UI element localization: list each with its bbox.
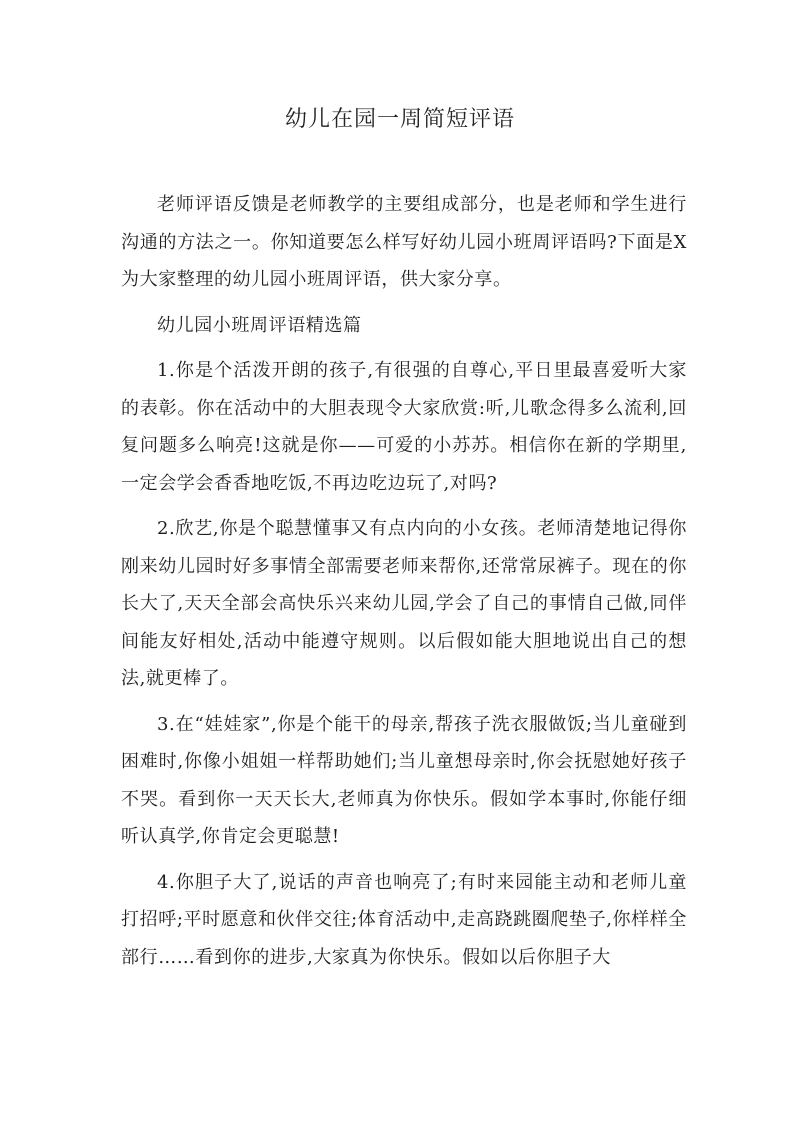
document-title: 幼儿在园一周简短评语 [284,107,515,132]
section-heading: 幼儿园小班周评语精选篇 [157,314,362,336]
comment-paragraph-3: 3.在“娃娃家”,你是个能干的母亲,帮孩子洗衣服做饭;当儿童碰到困难时,你像小姐姐一样帮助她们;当儿童想母亲时,你会抚慰她好孩子不哭。看到你一天天长大,老师真为你快乐。假如学本事时,你能仔细听认真学,你肯定会更聪慧! [121,713,687,847]
comment-paragraph-2: 2.欣艺,你是个聪慧懂事又有点内向的小女孩。老师清楚地记得你刚来幼儿园时好多事情全部需要老师来帮你,还常常尿裤子。现在的你长大了,天天全部会高快乐兴来幼儿园,学会了自己的事情自己做,同伴间能友好相处,活动中能遵守规则。以后假如能大胆地说出自己的想法,就更棒了。 [121,518,687,689]
comment-paragraph-4: 4.你胆子大了,说话的声音也响亮了;有时来园能主动和老师儿童打招呼;平时愿意和伙伴交往;体育活动中,走高跷跳圈爬垫子,你样样全部行……看到你的进步,大家真为你快乐。假如以后你胆子大 [121,871,687,968]
intro-paragraph: 老师评语反馈是老师教学的主要组成部分，也是老师和学生进行沟通的方法之一。你知道要怎么样写好幼儿园小班周评语吗?下面是X为大家整理的幼儿园小班周评语，供大家分享。 [121,194,687,290]
document-body [121,186,687,984]
comment-paragraph-1: 1.你是个活泼开朗的孩子,有很强的自尊心,平日里最喜爱听大家的表彰。你在活动中的大胆表现令大家欣赏:听,儿歌念得多么流利,回复问题多么响亮!这就是你——可爱的小苏苏。相信你在新的学期里,一定会学会香香地吃饭,不再边吃边玩了,对吗? [121,360,687,494]
